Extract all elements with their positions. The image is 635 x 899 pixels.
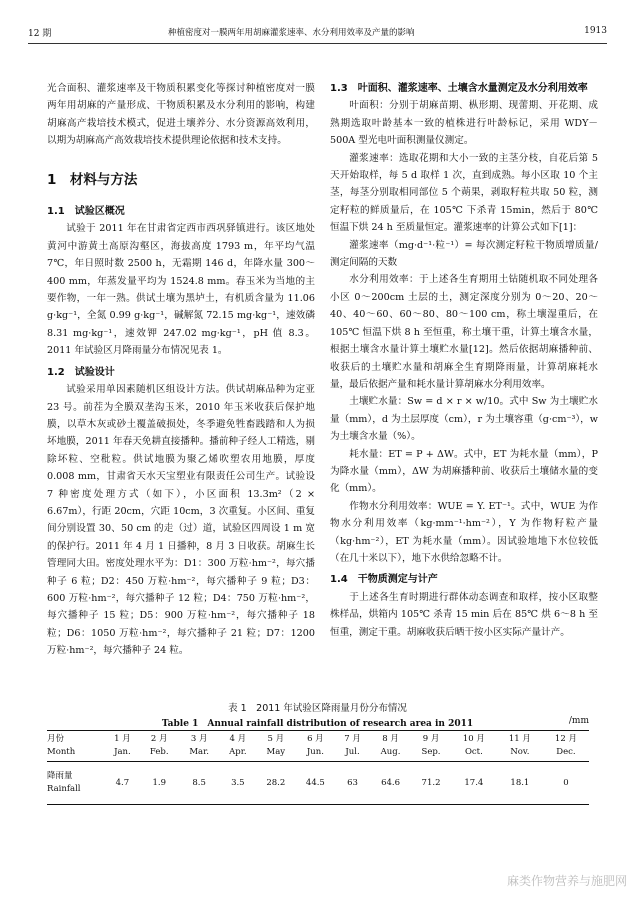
right-column <box>330 80 598 641</box>
rainfall-value: 0 <box>543 762 589 805</box>
page-issue: 12 期 <box>28 29 52 39</box>
month-cn: 6 月 <box>307 734 324 744</box>
rainfall-value: 44.5 <box>296 762 336 805</box>
rainfall-row <box>47 762 589 805</box>
month-header <box>47 731 105 762</box>
soil-storage-formula: 土壤贮水量：Sw = d × r × w/10。式中 Sw 为土壤贮水量（mm），d 为土层厚度（cm），r 为土壤容重（g·cm⁻³），w 为土壤含水量（%）。 <box>330 396 598 443</box>
water-consumption-formula: 耗水量：ET = P + ΔW。式中，ET 为耗水量（mm），P 为降水量（mm），ΔW 为胡麻播种前、收获后土壤储水量的变化（mm）。 <box>330 448 598 495</box>
month-en: Nov. <box>510 747 530 757</box>
section-1-4-text: 于上述各生育时期进行群体动态调查和取样，按小区取整株样品，烘箱内 105℃ 杀青 15 min 后在 85℃ 烘 6～8 h 至恒重，测定干重。胡麻收获后晒干按小区实际产量计产。 <box>330 591 598 638</box>
rainfall-value: 18.1 <box>497 762 543 805</box>
month-en: May <box>266 747 286 757</box>
month-cn: 2 月 <box>150 734 168 744</box>
month-cn: 7 月 <box>344 734 361 744</box>
month-en: Dec. <box>556 747 576 757</box>
table-header-row <box>47 731 589 762</box>
month-en: Jan. <box>114 747 131 757</box>
rainfall-label-en: Rainfall <box>47 784 81 794</box>
grain-rate-paragraph: 灌浆速率：选取花期和大小一致的主茎分枝，自花后第 5 天开始取样，每 5 d 取样 1 次，直到成熟。每小区取 10 个主茎，每茎分别取相同部位 5 个蒴果，剥取籽粒共取 50 粒，测定籽粒的鲜质量后，在 105℃ 下杀青 15min，然后于 80℃ 恒温下烘 24 h 至质量恒定。灌浆速率的计算公式如下[1]： <box>330 152 598 234</box>
month-en: Sep. <box>421 747 441 757</box>
month-cn: 4 月 <box>229 734 247 744</box>
month-cn: 1 月 <box>114 734 131 744</box>
section-1-title: 1 材料与方法 <box>47 171 138 188</box>
month-cn: 10 月 <box>462 734 485 744</box>
month-cell <box>179 731 220 762</box>
section-1-4-title: 1.4 干物质测定与计产 <box>330 574 438 586</box>
month-cell <box>497 731 543 762</box>
month-cell <box>411 731 451 762</box>
rainfall-value: 17.4 <box>451 762 497 805</box>
grain-rate-formula: 灌浆速率（mg·d⁻¹·粒⁻¹）= 每次测定籽粒干物质增质量/测定间隔的天数 <box>330 239 598 269</box>
month-cell <box>105 731 140 762</box>
water-efficiency-paragraph: 水分利用效率：于上述各生育期用土钻随机取不同处理各小区 0～200cm 土层的土，测定深度分别为 0～20、20～40、40～60、60～80、80～100 cm，称土壤湿重后，在 105℃ 恒温下烘 8 h 至恒重，称土壤干重，计算土壤含水量，根据土壤含水量计算土壤贮水量[12]。然后依据胡麻播种前、收获后的土壤贮水量和胡麻全生育期降雨量，计算胡麻耗水量，最后依据产量和耗水量计算胡麻水分利用效率。 <box>330 274 598 390</box>
month-cn: 11 月 <box>508 734 531 744</box>
section-1-1-title: 1.1 试验区概况 <box>47 206 125 218</box>
rainfall-value: 64.6 <box>370 762 411 805</box>
month-cell <box>335 731 370 762</box>
month-en: Mar. <box>189 747 209 757</box>
rainfall-table <box>47 730 589 805</box>
rainfall-value: 4.7 <box>105 762 140 805</box>
month-en: Jun. <box>306 747 324 757</box>
month-cn: 8 月 <box>382 734 399 744</box>
month-cn: 5 月 <box>267 734 285 744</box>
rainfall-value: 1.9 <box>140 762 179 805</box>
table-1-unit: /mm <box>568 716 589 726</box>
month-header-cn: 月份 <box>47 734 65 744</box>
header-divider <box>28 43 607 44</box>
month-cell <box>296 731 336 762</box>
wue-formula: 作物水分利用效率：WUE = Y. ET⁻¹。式中，WUE 为作物水分利用效率（kg·mm⁻¹·hm⁻²），Y 为作物籽粒产量（kg·hm⁻²），ET 为耗水量（mm）。因试验地地下水位较低（在几十米以下），地下水供给忽略不计。 <box>330 500 598 564</box>
rainfall-value: 8.5 <box>179 762 220 805</box>
table-1-caption-cn: 表 1 2011 年试验区降雨量月份分布情况 <box>228 703 407 714</box>
section-1-2-text: 试验采用单因素随机区组设计方法。供试胡麻品种为定亚 23 号。前茬为全膜双垄沟玉米，2010 年玉米收获后保护地膜，以草木灰或砂土覆盖破损处，冬季避免牲畜践踏和人为损坏地膜，2011 年春天免耕直接播种。播前种子经人工精选，剔除坏粒、空秕粒。供试地膜为聚乙烯吹塑农用地膜，厚度 0.008 mm，甘肃省天水天宝塑业有限责任公司生产。试验设 7 种密度处理方式（如下），小区面积 13.3m²（2 × 6.67m），行距 20cm，穴距 10cm，3 次重复。小区间、重复间分别设置 30、50 cm 的走（过）道，试验区四周设 1 m 宽的保护行。2011 年 4 月 1 日播种，8 月 3 日收获。胡麻生长管理同大田。密度处理水平为：D1：300 万粒·hm⁻²，每穴播种子 6 粒；D2：450 万粒·hm⁻²，每穴播种子 9 粒；D3：600 万粒·hm⁻²，每穴播种子 12 粒；D4：750 万粒·hm⁻²，每穴播种子 15 粒；D5：900 万粒·hm⁻²，每穴播种子 18 粒；D6：1050 万粒·hm⁻²，每穴播种子 21 粒；D7：1200 万粒·hm⁻²，每穴播种子 24 粒。 <box>47 384 315 657</box>
leaf-area-paragraph: 叶面积：分别于胡麻苗期、枞形期、现蕾期、开花期、成熟期选取叶龄基本一致的植株进行叶龄标记，采用 WDY－500A 型光电叶面积测量仪测定。 <box>330 100 598 147</box>
rainfall-value: 63 <box>335 762 370 805</box>
rainfall-value: 71.2 <box>411 762 451 805</box>
rainfall-value: 28.2 <box>256 762 296 805</box>
section-1-1-text: 试验于 2011 年在甘肃省定西市西巩驿镇进行。该区地处黄河中游黄土高原沟壑区，海拔高度 1793 m，年平均气温 7℃，年日照时数 2500 h，无霜期 146 d，年降水量 300～400 mm，年蒸发量平均为 1524.8 mm。春玉米为当地的主要作物，一年一熟。供试土壤为黑垆土，有机质含量为 11.06 g·kg⁻¹，全氮 0.99 g·kg⁻¹，碱解氮 72.15 mg·kg⁻¹，速效磷 8.31 mg·kg⁻¹，速效钾 247.02 mg·kg⁻¹，pH 值 8.3。2011 年试验区月降雨量分布情况见表 1。 <box>47 223 315 357</box>
month-en: Feb. <box>149 747 169 757</box>
page-header <box>28 26 607 42</box>
month-cell <box>220 731 256 762</box>
month-cn: 9 月 <box>422 734 440 744</box>
month-cell <box>140 731 179 762</box>
running-title: 种植密度对一膜两年用胡麻灌浆速率、水分利用效率及产量的影响 <box>168 28 415 38</box>
month-cell <box>256 731 296 762</box>
rainfall-label <box>47 762 105 805</box>
month-cell <box>451 731 497 762</box>
table-1-caption-en: Table 1 Annual rainfall distribution of research area in 2011 <box>161 719 474 729</box>
month-cn: 3 月 <box>190 734 208 744</box>
intro-paragraph: 光合面积、灌浆速率及干物质积累变化等探讨种植密度对一膜两年用胡麻的产量形成、干物质积累及水分利用的影响，构建胡麻高产栽培技术模式，促进土壤养分、水分资源高效利用，以期为胡麻高产高效栽培技术提供理论依据和技术支持。 <box>47 83 315 147</box>
rainfall-value: 3.5 <box>220 762 256 805</box>
month-en: Aug. <box>380 747 401 757</box>
site-watermark: 麻类作物营养与施肥网 <box>506 874 627 888</box>
rainfall-label-cn: 降雨量 <box>47 771 73 781</box>
month-cn: 12 月 <box>554 734 577 744</box>
section-1-3-title: 1.3 叶面积、灌浆速率、土壤含水量测定及水分利用效率 <box>330 83 588 94</box>
left-column <box>47 80 315 660</box>
month-en: Apr. <box>229 747 247 757</box>
month-header-en: Month <box>47 747 76 757</box>
month-cell <box>543 731 589 762</box>
page-number: 1913 <box>584 26 607 36</box>
month-en: Jul. <box>345 747 360 757</box>
month-cell <box>370 731 411 762</box>
month-en: Oct. <box>464 747 483 757</box>
section-1-2-title: 1.2 试验设计 <box>47 366 115 378</box>
